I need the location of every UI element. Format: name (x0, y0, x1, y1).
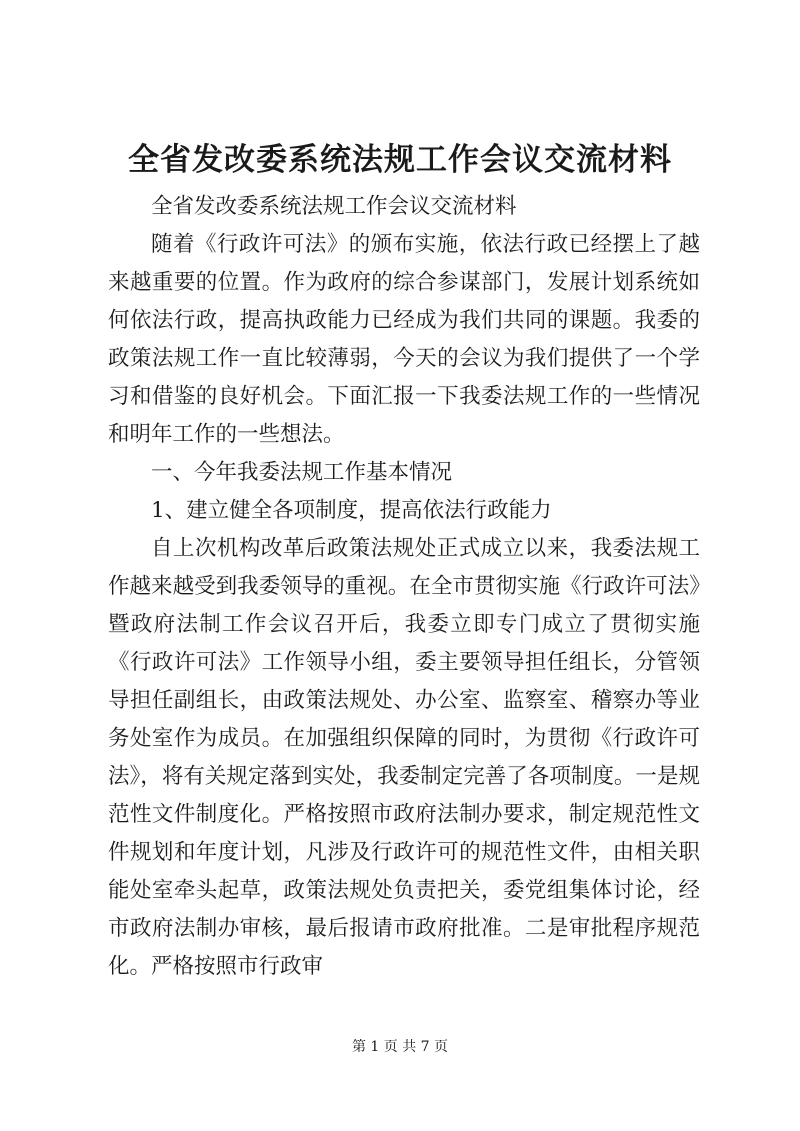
document-body (108, 188, 700, 986)
subsection-heading: 1、建立健全各项制度，提高依法行政能力 (151, 498, 552, 523)
page-footer: 第 1 页 共 7 页 (351, 1039, 449, 1055)
paragraph-subtitle: 全省发改委系统法规工作会议交流材料 (151, 194, 517, 219)
paragraph-body: 自上次机构改革后政策法规处正式成立以来，我委法规工作越来越受到我委领导的重视。在全市贯彻实施《行政许可法》暨政府法制工作会议召开后，我委立即专门成立了贯彻实施《行政许可法》工作领导小组，委主要领导担任组长，分管领导担任副组长，由政策法规处、办公室、监察室、稽察办等业务处室作为成员。在加强组织保障的同时，为贯彻《行政许可法》，将有关规定落到实处，我委制定完善了各项制度。一是规范性文件制度化。严格按照市政府法制办要求，制定规范性文件规划和年度计划，凡涉及行政许可的规范性文件，由相关职能处室牵头起草，政策法规处负责把关，委党组集体讨论，经市政府法制办审核，最后报请市政府批准。二是审批程序规范化。严格按照市行政审 (108, 536, 700, 979)
document-title: 全省发改委系统法规工作会议交流材料 (128, 142, 672, 178)
paragraph-intro: 随着《行政许可法》的颁布实施，依法行政已经摆上了越来越重要的位置。作为政府的综合参谋部门，发展计划系统如何依法行政，提高执政能力已经成为我们共同的课题。我委的政策法规工作一直比较薄弱，今天的会议为我们提供了一个学习和借鉴的良好机会。下面汇报一下我委法规工作的一些情况和明年工作的一些想法。 (108, 232, 700, 447)
section-heading: 一、今年我委法规工作基本情况 (151, 460, 453, 485)
